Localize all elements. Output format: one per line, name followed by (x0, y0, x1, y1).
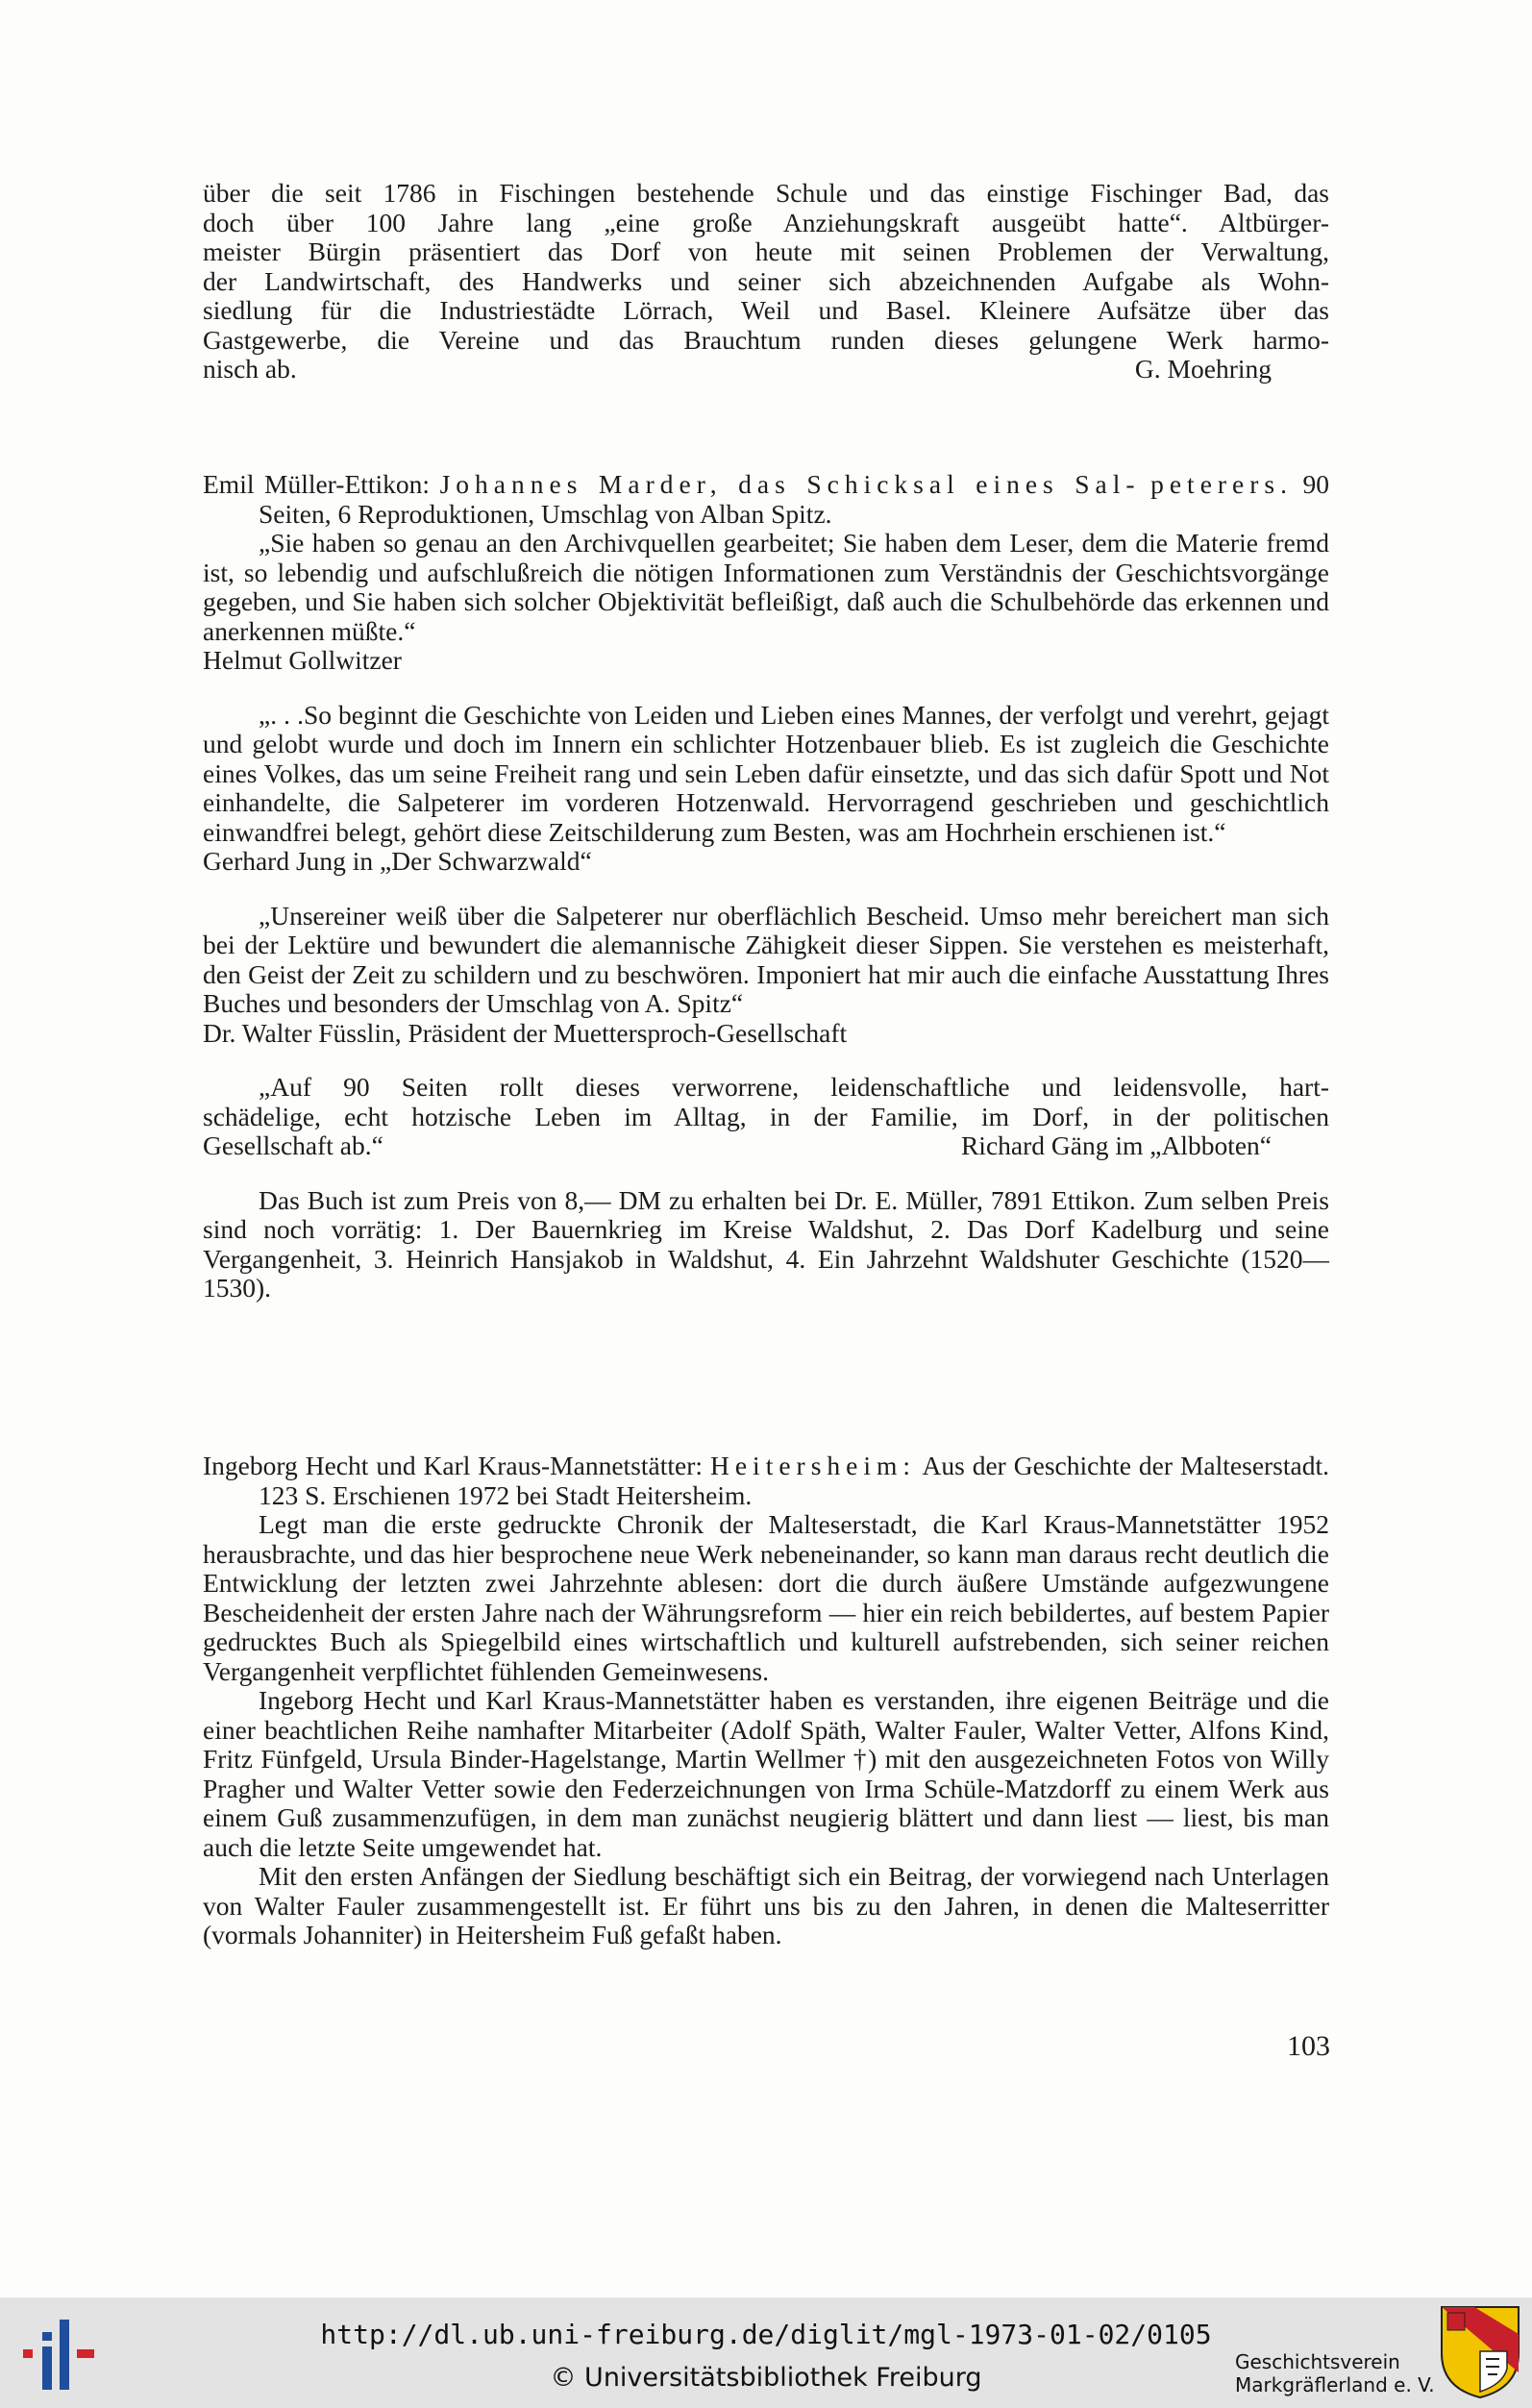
text-line: schädelige, echt hotzische Leben im Alltag, in der Familie, im Dorf, in der politischen (203, 1101, 1329, 1131)
text-line: doch über 100 Jahre lang „eine große Anziehungskraft ausgeübt hatte“. Altbürger- (203, 207, 1329, 237)
book-meta: Aus der Geschichte der Malteserstadt. 123 S. Erschienen 1972 bei Stadt Heitersheim. (259, 1451, 1329, 1510)
quote-paragraph: „. . .So beginnt die Geschichte von Leiden und Lieben eines Mannes, der verfolgt und verehrt, gejagt und gelobt wurde und doch im Innern ein schlichter Hotzenbauer blieb. Es ist zugleich die Geschichte eines Volkes, das um seine Freiheit rang und sein Leben dafür einsetzte, und das sich dafür Spott und Not einhandelte, die Salpeterer im vorderen Hotzenwald. Hervorragend geschrieben und geschichtlich einwandfrei belegt, gehört diese Zeitschilderung zum Besten, was am Hochrhein erschienen ist.“ (203, 699, 1329, 847)
quote-signature: Richard Gäng im „Albboten“ (960, 1130, 1272, 1160)
society-name-line: Markgräflerland e. V. (1235, 2373, 1435, 2396)
text-line: Gastgewerbe, die Vereine und das Brauchtum runden dieses gelungene Werk harmo- (203, 324, 1329, 355)
book-heading (203, 1452, 1329, 1510)
review-heitersheim (203, 1452, 1329, 1950)
quote-paragraph: „Sie haben so genau an den Archivquellen gearbeitet; Sie haben dem Leser, dem die Materie fremd ist, so lebendig und aufschlußreich die nötigen Informationen zum Verständnis der Geschichtsvorgänge gegeben, und Sie haben sich solcher Objektivität befleißigt, daß auch die Schulbehörde das erkennen und anerkennen müßte.“ (203, 528, 1329, 646)
text-line: der Landwirtschaft, des Handwerks und seiner sich abzeichnenden Aufgabe als Wohn- (203, 265, 1329, 296)
text-line: über die seit 1786 in Fischingen bestehende Schule und das einstige Fischinger Bad, das (203, 178, 1329, 208)
text-line: nisch ab. (203, 354, 297, 384)
book-heading (203, 470, 1329, 529)
review-paragraph: Legt man die erste gedruckte Chronik der Malteserstadt, die Karl Kraus-Mannetstätter 1952 herausbrachte, und das hier besprochene neue Werk nebeneinander, so kann man daraus recht deutlich die Entwicklung der letzten zwei Jahrzehnte ablesen: dort die durch äußere Umstände aufgezwungene Bescheidenheit der ersten Jahre nach der Währungsreform — hier ein reich bebildertes, auf bestem Papier gedrucktes Buch als Spiegelbild eines wirtschaftlich und kulturell aufstrebenden, sich seiner reichen Vergangenheit verpflichtet fühlenden Gemeinwesens. (203, 1509, 1329, 1686)
quote-signature: Gerhard Jung in „Der Schwarzwald“ (203, 846, 592, 876)
review-paragraph: Ingeborg Hecht und Karl Kraus-Mannetstätter haben es verstanden, ihre eigenen Beiträge und die einer beachtlichen Reihe namhafter Mitarbeiter (Adolf Späth, Walter Fauler, Walter Vetter, Alfons Kind, Fritz Fünfgeld, Ursula Binder-Hagelstange, Martin Wellmer †) mit den ausgezeichneten Fotos von Willy Pragher und Walter Vetter sowie den Federzeichnungen von Irma Schüle-Matzdorff zu einem Werk aus einem Guß zusammenzufügen, in dem man zunächst neugierig blättert und dann liest — liest, bis man auch die letzte Seite umgewendet hat. (203, 1685, 1329, 1862)
quote-paragraph: „Unsereiner weiß über die Salpeterer nur oberflächlich Bescheid. Umso mehr bereichert man sich bei der Lektüre und bewundert die alemannische Zähigkeit dieser Sippen. Sie verstehen es meisterhaft, den Geist der Zeit zu schildern und zu beschwören. Imponiert hat mir auch die einfache Ausstattung Ihres Buches und besonders der Umschlag von A. Spitz“ (203, 900, 1329, 1018)
book-title: Heitersheim: (709, 1451, 917, 1480)
text-line: siedlung für die Industriestädte Lörrach, Weil und Basel. Kleinere Aufsätze über das (203, 295, 1329, 325)
text-line-last (203, 355, 1329, 385)
text-line: meister Bürgin präsentiert das Dorf von heute mit seinen Problemen der Verwaltung, (203, 236, 1329, 266)
book-author: Ingeborg Hecht und Karl Kraus-Mannetstätter: (203, 1451, 704, 1480)
quote-signature: Dr. Walter Füsslin, Präsident der Muettersproch-Gesellschaft (203, 1017, 848, 1048)
text-line: „Auf 90 Seiten rollt dieses verworrene, leidenschaftliche und leidensvolle, hart- (259, 1072, 1329, 1102)
book-author: Emil Müller-Ettikon: (203, 469, 431, 499)
library-footer (0, 2297, 1532, 2408)
reviewer-signature: G. Moehring (1134, 354, 1272, 384)
book-meta: 90 Seiten, 6 Reproduktionen, Umschlag von Alban Spitz. (259, 469, 1330, 529)
society-name-line: Geschichtsverein (1235, 2350, 1400, 2373)
review-fischingen (203, 179, 1329, 385)
book-title-cont: peterers. (1150, 469, 1293, 499)
quote-signature: Helmut Gollwitzer (203, 645, 402, 675)
text-line-last (203, 1131, 1329, 1161)
review-paragraph: Mit den ersten Anfängen der Siedlung beschäftigt sich ein Beitrag, der vorwiegend nach Unterlagen von Walter Fauler zusammengestellt ist. Er führt uns bis zu den Jahren, in denen die Malteserritter (vormals Johanniter) in Heitersheim Fuß gefaßt haben. (203, 1861, 1329, 1949)
coat-of-arms-icon (1440, 2305, 1520, 2399)
page-number: 103 (1287, 2030, 1330, 2062)
text-line: Gesellschaft ab.“ (203, 1130, 383, 1160)
copyright-notice: © Universitätsbibliothek Freiburg (550, 2363, 982, 2393)
source-url[interactable]: http://dl.ub.uni-freiburg.de/diglit/mgl-1973-01-02/0105 (320, 2319, 1212, 2350)
society-name (1235, 2350, 1435, 2396)
availability-note: Das Buch ist zum Preis von 8,— DM zu erhalten bei Dr. E. Müller, 7891 Ettikon. Zum selben Preis sind noch vorrätig: 1. Der Bauernkrieg im Kreise Waldshut, 2. Das Dorf Kadelburg und seine Vergangenheit, 3. Heinrich Hansjakob in Waldshut, 4. Ein Jahrzehnt Waldshuter Geschichte (1520—1530). (203, 1184, 1329, 1303)
review-johannes-marder (203, 470, 1329, 1303)
book-title: Johannes Marder, das Schicksal eines Sal- (439, 469, 1141, 499)
